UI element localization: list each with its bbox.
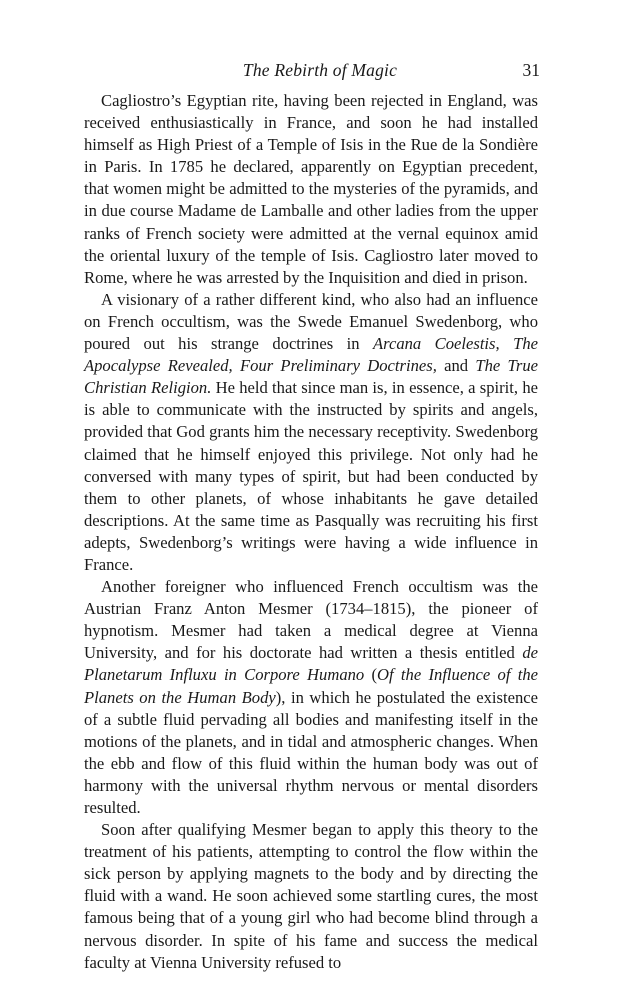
text-segment: Cagliostro’s Egyptian rite, having been rejected in England, was received enthusiastically in France, and soon he had installed himself as High Priest of a Temple of Isis in the Rue de la Sondière in Paris. In 1785 he declared, apparently on Egyptian precedent, that women might be admitted to the mysteries of the pyramids, and in due course Madame de Lamballe and other ladies from the upper ranks of French society were admitted at the vernal equinox amid the oriental luxury of the temple of Isis. Cagliostro later moved to Rome, where he was arrested by the Inquisition and died in prison. <box>84 91 538 287</box>
text-segment: Soon after qualifying Mesmer began to apply this theory to the treatment of his patients, attempting to control the flow within the sick person by applying magnets to the body and by directing the fluid with a wand. He soon achieved some startling cures, the most famous being that of a young girl who had become blind through a nervous disorder. In spite of his fame and success the medical faculty at Vienna University refused to <box>84 820 538 972</box>
paragraph <box>84 576 538 819</box>
text-segment: Another foreigner who influenced French occultism was the Austrian Franz Anton Mesmer (1734–1815), the pioneer of hypnotism. Mesmer had taken a medical degree at Vienna University, and for his doctorate had written a thesis entitled <box>84 577 538 663</box>
italic-title: de Planetarum Influxu in Corpore Humano <box>84 643 538 685</box>
body-text <box>84 90 538 974</box>
italic-title: The True Christian Religion. <box>84 356 538 398</box>
running-title: The Rebirth of Magic <box>242 60 398 80</box>
text-segment: A visionary of a rather different kind, who also had an influence on French occultism, was the Swede Emanuel Swedenborg, who poured out his strange doctrines in <box>84 289 538 354</box>
text-segment: and <box>436 356 476 376</box>
paragraph <box>84 289 538 576</box>
paragraph <box>84 90 538 289</box>
text-segment: ( <box>364 665 378 685</box>
text-segment: ), in which he postulated the existence of a subtle fluid pervading all bodies and manifesting itself in the motions of the planets, and in tidal and atmospheric changes. When the ebb and flow of this fluid within the human body was out of harmony with the universal rhythm nervous or mental disorders resulted. <box>84 687 538 817</box>
page-number: 31 <box>522 60 540 80</box>
italic-title: Of the Influence of the Planets on the Human Body <box>84 665 538 707</box>
paragraph <box>84 819 538 974</box>
italic-title: Arcana Coelestis, The Apocalypse Revealed, Four Preliminary Doctrines, <box>84 334 538 376</box>
text-segment: He held that since man is, in essence, a spirit, he is able to communicate with the instructed by spirits and angels, provided that God grants him the necessary receptivity. Swedenborg claimed that he himself enjoyed this privilege. Not only had he conversed with many types of spirit, but had been conducted by them to other planets, of whose inhabitants he gave detailed descriptions. At the same time as Pasqually was recruiting his first adepts, Swedenborg’s writings were having a wide influence in France. <box>84 378 538 574</box>
running-head <box>100 60 540 86</box>
